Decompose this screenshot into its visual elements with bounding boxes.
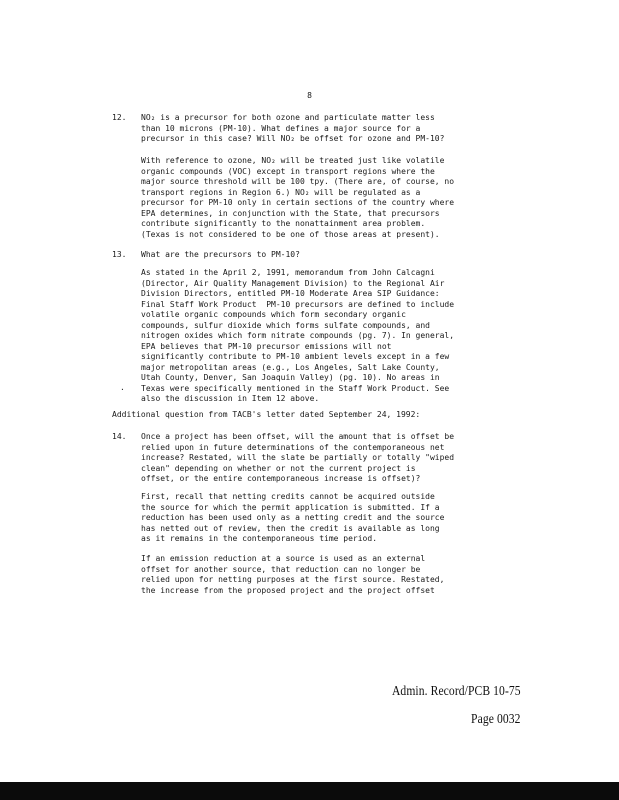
text-line: significantly contribute to PM-10 ambient levels except in a few: [141, 352, 450, 361]
answer-14-paragraph-1: [141, 492, 521, 545]
text-line: compounds, sulfur dioxide which forms sulfate compounds, and: [141, 320, 430, 330]
additional-question-heading: Additional question from TACB's letter dated September 24, 1992:: [112, 410, 421, 419]
question-12-text: [141, 113, 521, 145]
text-line: transport regions in Region 6.) NO₂ will be regulated as a: [141, 187, 421, 197]
text-line: If an emission reduction at a source is used as an external: [141, 554, 426, 563]
text-line: First, recall that netting credits cannot be acquired outside: [141, 492, 435, 501]
answer-14-paragraph-2: [141, 554, 521, 596]
question-14-text: [141, 432, 521, 485]
page-number: 8: [307, 91, 312, 100]
text-line: precursor in this case? Will NO₂ be offset for ozone and PM-10?: [141, 134, 445, 143]
text-line: has netted out of review, then the credit is available as long: [141, 523, 440, 533]
answer-13-text: [141, 268, 521, 405]
text-line: reduction has been used only as a netting credit and the source: [141, 513, 445, 522]
text-line: precursor for PM-10 only in certain sections of the country where: [141, 198, 455, 207]
text-line: With reference to ozone, NO₂ will be treated just like volatile: [141, 156, 445, 165]
text-line: Final Staff Work Product PM-10 precursors are defined to include: [141, 299, 455, 309]
answer-12-text: [141, 156, 521, 240]
text-line: Division Directors, entitled PM-10 Moderate Area SIP Guidance:: [141, 289, 440, 298]
text-line: organic compounds (VOC) except in transport regions where the: [141, 166, 435, 176]
text-line: than 10 microns (PM-10). What defines a major source for a: [141, 123, 421, 133]
text-line: (Texas is not considered to be one of those areas at present).: [141, 229, 440, 239]
text-line: offset for another source, that reduction can no longer be: [141, 564, 421, 574]
admin-record-stamp: Admin. Record/PCB 10-75: [392, 683, 521, 698]
text-line: contribute significantly to the nonattainment area problem.: [141, 219, 426, 228]
text-line: What are the precursors to PM-10?: [141, 250, 300, 259]
text-line: relied upon for netting purposes at the first source. Restated,: [141, 575, 445, 584]
text-line: major metropolitan areas (e.g., Los Angeles, Salt Lake County,: [141, 362, 440, 372]
text-line: NO₂ is a precursor for both ozone and particulate matter less: [141, 113, 435, 122]
stray-mark: ·: [120, 385, 125, 394]
question-13-text: [141, 250, 521, 261]
text-line: clean" depending on whether or not the current project is: [141, 463, 416, 473]
text-line: EPA believes that PM-10 precursor emissions will not: [141, 341, 392, 351]
text-line: offset, or the entire contemporaneous increase is offset)?: [141, 474, 421, 483]
page-stamp: Page 0032: [471, 711, 521, 726]
scan-border: [0, 782, 619, 800]
text-line: Utah County, Denver, San Joaquin Valley) (pg. 10). No areas in: [141, 373, 440, 382]
text-line: Once a project has been offset, will the amount that is offset be: [141, 432, 455, 441]
text-line: As stated in the April 2, 1991, memorandum from John Calcagni: [141, 268, 435, 277]
question-12-number: 12.: [112, 113, 127, 122]
question-13-number: 13.: [112, 250, 127, 259]
text-line: EPA determines, in conjunction with the State, that precursors: [141, 208, 440, 218]
text-line: (Director, Air Quality Management Division) to the Regional Air: [141, 278, 445, 288]
text-line: the increase from the proposed project and the project offset: [141, 585, 435, 595]
text-line: relied upon in future determinations of the contemporaneous net: [141, 442, 445, 452]
question-14-number: 14.: [112, 432, 127, 441]
text-line: also the discussion in Item 12 above.: [141, 394, 320, 403]
text-line: as it remains in the contemporaneous time period.: [141, 534, 378, 543]
text-line: nitrogen oxides which form nitrate compounds (pg. 7). In general,: [141, 331, 455, 340]
text-line: volatile organic compounds which form secondary organic: [141, 310, 406, 319]
text-line: the source for which the permit application is submitted. If a: [141, 502, 440, 512]
text-line: Texas were specifically mentioned in the Staff Work Product. See: [141, 383, 450, 393]
text-line: major source threshold will be 100 tpy. (There are, of course, no: [141, 177, 455, 186]
text-line: increase? Restated, will the slate be partially or totally "wiped: [141, 453, 455, 462]
